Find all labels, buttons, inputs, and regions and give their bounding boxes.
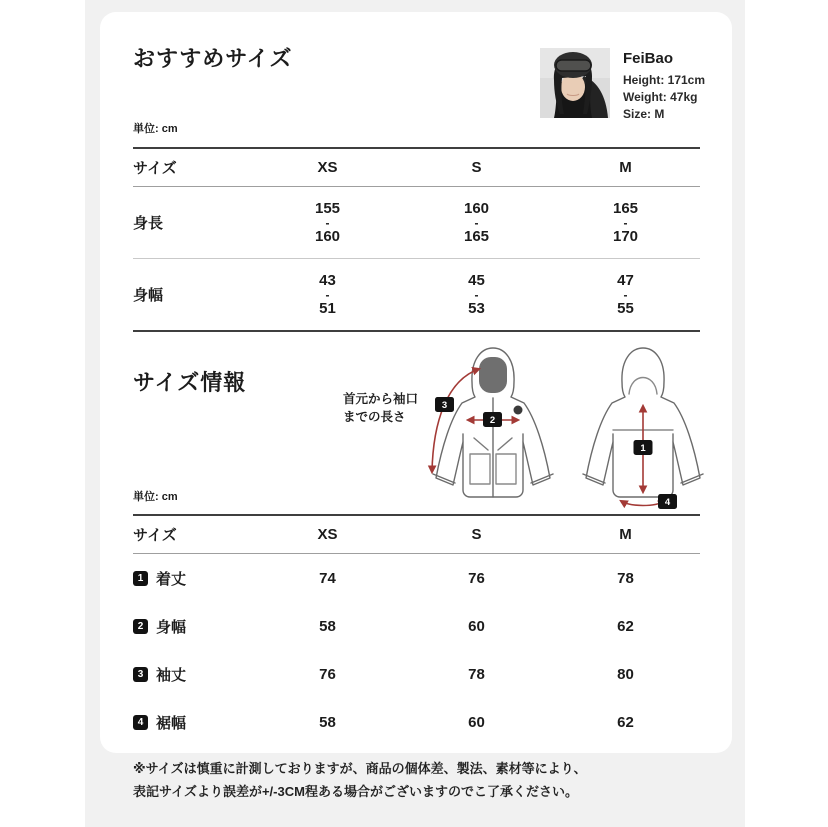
cell-height-s	[402, 201, 551, 245]
unit-label-1: 単位: cm	[133, 123, 178, 135]
range-min: 165	[612, 199, 639, 217]
size-chart-card	[100, 12, 732, 753]
range-dash: -	[474, 287, 479, 302]
size-info-title: サイズ情報	[133, 370, 247, 395]
range-max: 170	[612, 227, 639, 245]
col-header-size: サイズ	[133, 160, 177, 177]
measure-name: 着丈	[156, 570, 187, 588]
model-name: FeiBao	[623, 50, 674, 67]
cell-value: 60	[468, 713, 485, 731]
model-size: Size: M	[623, 107, 665, 121]
range-dash: -	[623, 215, 628, 230]
row-label	[133, 616, 253, 637]
cell-height-m	[551, 201, 700, 245]
size-info-table	[133, 514, 700, 746]
annotation-line-1: 首元から袖口	[343, 392, 419, 406]
range-min: 160	[463, 199, 490, 217]
model-weight: Weight: 47kg	[623, 90, 698, 104]
range-dash: -	[325, 215, 330, 230]
model-block	[540, 48, 705, 123]
disclaimer-line-1: ※サイズは慎重に計測しておりますが、商品の個体差、製法、素材等により、	[133, 761, 587, 776]
range-max: 53	[468, 299, 485, 317]
row-label: 身幅	[133, 287, 164, 304]
row-label	[133, 568, 253, 589]
col-header-s: S	[471, 159, 482, 176]
range-min: 155	[314, 199, 341, 217]
table-row	[133, 187, 700, 259]
range-min: 43	[319, 271, 336, 289]
table-header-row	[133, 149, 700, 187]
model-photo	[540, 48, 610, 118]
range-min: 45	[468, 271, 485, 289]
disclaimer-note	[133, 757, 713, 803]
badge-1	[634, 440, 653, 455]
badge-4	[658, 494, 677, 509]
cell-width-xs	[253, 273, 402, 317]
cell-value: 80	[617, 665, 634, 683]
svg-text:1: 1	[640, 443, 646, 454]
table-row	[133, 259, 700, 332]
model-photo-illustration	[540, 48, 610, 118]
cell-height-xs	[253, 201, 402, 245]
range-dash: -	[623, 287, 628, 302]
svg-text:4: 4	[664, 497, 671, 508]
table-row	[133, 698, 700, 746]
svg-text:2: 2	[489, 415, 496, 426]
cell-value: 76	[319, 665, 336, 683]
range-max: 51	[319, 299, 336, 317]
cell-value: 78	[468, 665, 485, 683]
jacket-diagram	[415, 342, 720, 522]
table-row	[133, 650, 700, 698]
range-max: 165	[463, 227, 490, 245]
recommended-size-table	[133, 147, 700, 332]
svg-text:3: 3	[441, 400, 448, 411]
disclaimer-line-2: 表記サイズより誤差が+/-3CM程ある場合がございますのでこ了承ください。	[133, 784, 578, 799]
col-header-m: M	[619, 526, 632, 543]
row-label	[133, 664, 253, 685]
table-row	[133, 602, 700, 650]
row-label	[133, 712, 253, 733]
sleeve-annotation	[343, 390, 418, 426]
measure-name: 裾幅	[156, 714, 187, 732]
measure-name: 袖丈	[156, 666, 187, 684]
cell-width-s	[402, 273, 551, 317]
row-label: 身長	[133, 215, 164, 232]
col-header-xs: XS	[317, 526, 338, 543]
cell-value: 76	[468, 569, 485, 587]
range-dash: -	[325, 287, 330, 302]
cell-width-m	[551, 273, 700, 317]
range-max: 55	[617, 299, 634, 317]
col-header-m: M	[619, 159, 632, 176]
cell-value: 74	[319, 569, 336, 587]
range-dash: -	[474, 215, 479, 230]
measure-badge: 4	[133, 715, 148, 730]
model-height: Height: 171cm	[623, 73, 706, 87]
annotation-line-2: までの長さ	[343, 410, 406, 424]
cell-value: 58	[319, 617, 336, 635]
measure-badge: 2	[133, 619, 148, 634]
cell-value: 60	[468, 617, 485, 635]
cell-value: 62	[617, 713, 634, 731]
badge-2	[483, 412, 502, 427]
col-header-s: S	[471, 526, 482, 543]
range-min: 47	[617, 271, 634, 289]
cell-value: 78	[617, 569, 634, 587]
table-row	[133, 554, 700, 602]
badge-3	[435, 397, 454, 412]
range-max: 160	[314, 227, 341, 245]
col-header-xs: XS	[317, 159, 338, 176]
measure-badge: 1	[133, 571, 148, 586]
table-header-row	[133, 516, 700, 554]
cell-value: 58	[319, 713, 336, 731]
recommended-size-title: おすすめサイズ	[133, 46, 293, 71]
measure-name: 身幅	[156, 618, 187, 636]
unit-label-2: 単位: cm	[133, 491, 178, 503]
col-header-size: サイズ	[133, 527, 177, 544]
jacket-diagram-svg	[415, 342, 720, 517]
cell-value: 62	[617, 617, 634, 635]
model-info	[623, 48, 705, 123]
measure-badge: 3	[133, 667, 148, 682]
